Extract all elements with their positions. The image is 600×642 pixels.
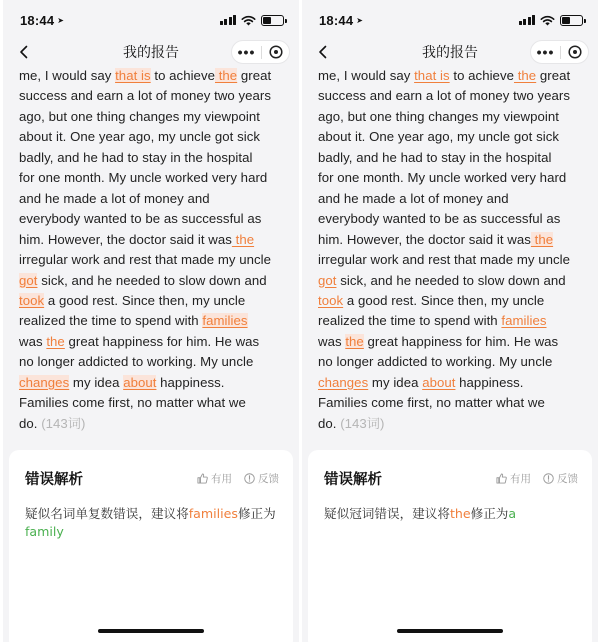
chevron-left-icon: [19, 45, 29, 59]
essay-line: [318, 66, 588, 86]
nav-bar: [302, 40, 598, 64]
chevron-left-icon: [318, 45, 328, 59]
essay-text-segment: everybody wanted to be as successful as: [19, 211, 262, 227]
feedback-label: 反馈: [557, 473, 578, 485]
alert-circle-icon: [244, 473, 255, 484]
more-dots-icon: •••: [237, 44, 256, 60]
essay-line: [19, 66, 289, 86]
error-highlight[interactable]: families: [202, 313, 248, 329]
battery-icon: [261, 15, 284, 26]
error-highlight[interactable]: that is: [414, 68, 450, 83]
useful-label: 有用: [510, 473, 531, 485]
essay-text-segment: for one month. My uncle worked very hard: [19, 170, 268, 186]
thumbs-up-icon: [197, 473, 208, 484]
location-arrow-icon: ➤: [57, 15, 64, 25]
essay-text-segment: do.: [19, 415, 38, 431]
essay-text-segment: was: [318, 333, 346, 349]
more-dots-icon: •••: [536, 44, 555, 60]
essay-line: [19, 332, 289, 352]
suggested-word: a: [508, 506, 517, 521]
essay-text-segment: to achieve: [449, 68, 514, 83]
status-bar: [302, 0, 598, 40]
essay-text-segment: about it. One year ago, my uncle got sick: [19, 129, 261, 145]
essay-line: [318, 148, 588, 168]
essay-text-segment: me, I would say: [318, 68, 415, 83]
essay-line: [19, 86, 289, 106]
essay-text-segment: my idea: [368, 374, 423, 390]
essay-text-segment: great happiness for him. He was: [64, 333, 260, 349]
essay-line: [19, 148, 289, 168]
essay-text-segment: no longer addicted to working. My uncle: [19, 354, 254, 370]
more-button[interactable]: [232, 45, 261, 59]
essay-line: [19, 414, 289, 434]
thumbs-up-icon: [496, 473, 507, 484]
useful-button[interactable]: [496, 471, 531, 486]
essay-text-segment: to achieve: [150, 68, 215, 83]
error-highlight[interactable]: took: [318, 292, 344, 308]
essay-text-segment: great: [536, 68, 571, 83]
cellular-signal-icon: [519, 15, 536, 25]
back-button[interactable]: [318, 42, 336, 62]
essay-line: [19, 250, 289, 270]
nav-bar: [3, 40, 299, 64]
essay-text-segment: for one month. My uncle worked very hard: [318, 170, 567, 186]
essay-text-segment: no longer addicted to working. My uncle: [318, 354, 553, 370]
essay-line: [318, 250, 588, 270]
essay-text-segment: and he made a lot of money and: [318, 190, 509, 206]
battery-icon: [560, 15, 583, 26]
essay-line: [19, 168, 289, 188]
status-time: 18:44: [319, 12, 354, 28]
essay-text-segment: and he made a lot of money and: [19, 190, 210, 206]
error-highlight[interactable]: took: [19, 292, 45, 308]
word-count: (143词): [37, 415, 86, 431]
error-highlight[interactable]: got: [318, 272, 337, 288]
essay-line: [19, 393, 289, 413]
essay-line: [318, 107, 588, 127]
essay-text-segment: great: [237, 68, 272, 83]
feedback-label: 反馈: [258, 473, 279, 485]
more-button[interactable]: [531, 45, 560, 59]
essay-text: [19, 66, 289, 434]
error-highlight[interactable]: that is: [115, 68, 151, 83]
essay-text-segment: badly, and he had to stay in the hospital: [318, 149, 552, 165]
error-highlight[interactable]: the: [345, 333, 364, 349]
essay-line: [318, 189, 588, 209]
essay-text-segment: me, I would say: [19, 68, 116, 83]
essay-text-segment: him. However, the doctor said it was: [318, 231, 531, 247]
error-highlight[interactable]: the: [46, 333, 65, 349]
error-highlight[interactable]: the: [530, 231, 554, 247]
word-count: (143词): [336, 415, 385, 431]
mini-program-capsule: [530, 40, 589, 64]
error-highlight[interactable]: families: [501, 313, 547, 329]
error-highlight[interactable]: the: [513, 68, 537, 83]
panel-title: 错误解析: [25, 472, 83, 488]
page-title: 我的报告: [422, 45, 478, 61]
essay-line: [19, 311, 289, 331]
status-time: 18:44: [20, 12, 55, 28]
essay-line: [318, 373, 588, 393]
mini-program-capsule: [231, 40, 290, 64]
essay-line: [19, 271, 289, 291]
error-explanation: 疑似名词单复数错误，建议将families修正为family: [25, 506, 276, 539]
essay-text-segment: Families come first, no matter what we: [19, 395, 246, 411]
close-circle-icon: [269, 45, 283, 59]
essay-line: [318, 291, 588, 311]
essay-text-segment: irregular work and rest that made my uncle: [19, 252, 272, 268]
essay-text-segment: sick, and he needed to slow down and: [336, 272, 566, 288]
essay-line: [318, 209, 588, 229]
essay-line: [318, 311, 588, 331]
location-arrow-icon: ➤: [356, 15, 363, 25]
home-indicator: [397, 629, 503, 633]
essay-text-segment: was: [19, 333, 47, 349]
close-circle-icon: [568, 45, 582, 59]
essay-text: [318, 66, 588, 434]
suggested-word: family: [25, 524, 64, 539]
essay-line: [318, 393, 588, 413]
essay-line: [19, 127, 289, 147]
wifi-icon: [241, 15, 256, 26]
essay-line: [318, 414, 588, 434]
error-analysis-panel: [308, 450, 592, 642]
status-bar: [3, 0, 299, 40]
wifi-icon: [540, 15, 555, 26]
essay-text-segment: do.: [318, 415, 337, 431]
essay-text-segment: my idea: [69, 374, 124, 390]
phone-screen-right: [302, 0, 598, 642]
essay-line: [318, 168, 588, 188]
essay-text-segment: success and earn a lot of money two years: [318, 88, 571, 104]
error-explanation: 疑似冠词错误，建议将the修正为a: [324, 506, 517, 521]
error-highlight[interactable]: the: [231, 231, 255, 247]
essay-line: [318, 332, 588, 352]
essay-line: [19, 209, 289, 229]
error-highlight[interactable]: got: [19, 272, 38, 288]
essay-text-segment: happiness.: [156, 374, 225, 390]
essay-text-segment: irregular work and rest that made my uncle: [318, 252, 571, 268]
panel-title: 错误解析: [324, 472, 382, 488]
home-indicator: [98, 629, 204, 633]
error-highlight[interactable]: the: [214, 68, 238, 83]
essay-line: [19, 189, 289, 209]
wrong-word: the: [449, 506, 471, 521]
essay-text-segment: Families come first, no matter what we: [318, 395, 545, 411]
alert-circle-icon: [543, 473, 554, 484]
essay-text-segment: about it. One year ago, my uncle got sick: [318, 129, 560, 145]
page-title: 我的报告: [123, 45, 179, 61]
feedback-button[interactable]: [543, 471, 578, 486]
essay-line: [318, 86, 588, 106]
error-highlight[interactable]: about: [422, 374, 456, 390]
essay-text-segment: a good rest. Since then, my uncle: [44, 292, 246, 308]
essay-line: [19, 291, 289, 311]
essay-text-segment: happiness.: [455, 374, 524, 390]
essay-line: [19, 230, 289, 250]
essay-text-segment: realized the time to spend with: [318, 313, 502, 329]
close-button[interactable]: [262, 45, 289, 59]
useful-button[interactable]: [197, 471, 232, 486]
essay-text-segment: success and earn a lot of money two years: [19, 88, 272, 104]
essay-text-segment: realized the time to spend with: [19, 313, 203, 329]
essay-text-segment: ago, but one thing changes my viewpoint: [19, 108, 260, 124]
wrong-word: families: [188, 506, 238, 521]
error-highlight[interactable]: changes: [19, 374, 70, 390]
phone-screen-left: [3, 0, 299, 642]
essay-line: [19, 107, 289, 127]
essay-text-segment: great happiness for him. He was: [363, 333, 559, 349]
essay-text-segment: sick, and he needed to slow down and: [37, 272, 267, 288]
essay-line: [318, 352, 588, 372]
error-highlight[interactable]: about: [123, 374, 157, 390]
essay-line: [318, 271, 588, 291]
useful-label: 有用: [211, 473, 232, 485]
error-highlight[interactable]: changes: [318, 374, 369, 390]
cellular-signal-icon: [220, 15, 237, 25]
error-analysis-panel: [9, 450, 293, 642]
close-button[interactable]: [561, 45, 588, 59]
back-button[interactable]: [19, 42, 37, 62]
essay-text-segment: everybody wanted to be as successful as: [318, 211, 561, 227]
essay-line: [19, 352, 289, 372]
essay-line: [318, 127, 588, 147]
essay-line: [19, 373, 289, 393]
essay-line: [318, 230, 588, 250]
essay-text-segment: him. However, the doctor said it was: [19, 231, 232, 247]
essay-text-segment: badly, and he had to stay in the hospital: [19, 149, 253, 165]
feedback-button[interactable]: [244, 471, 279, 486]
essay-text-segment: a good rest. Since then, my uncle: [343, 292, 545, 308]
essay-text-segment: ago, but one thing changes my viewpoint: [318, 108, 559, 124]
